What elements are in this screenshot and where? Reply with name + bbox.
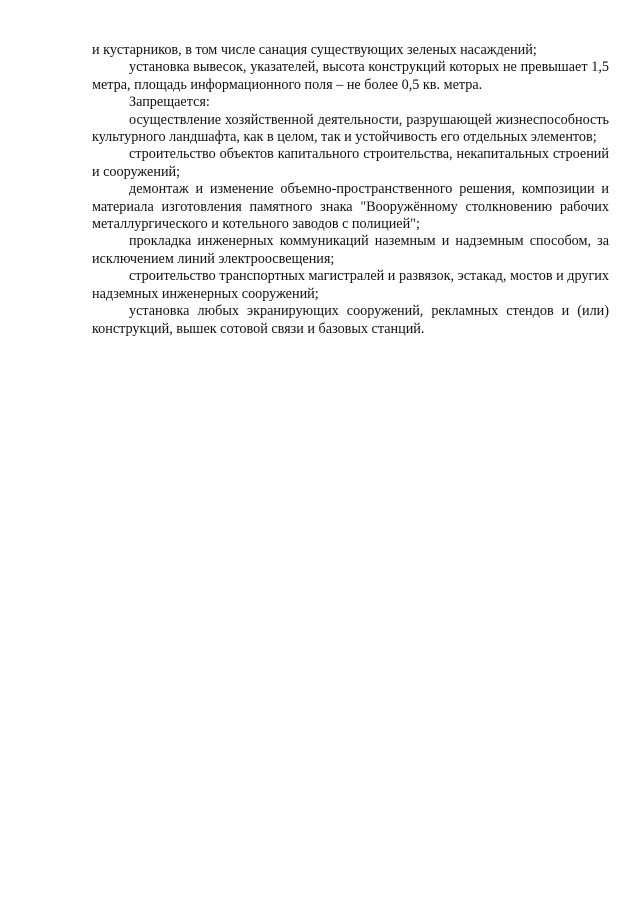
paragraph-economic-activity: осуществление хозяйственной деятельности, разрушающей жизнеспособность культурного ландшафта, как в целом, так и устойчивость его отдельных элементов;: [92, 111, 609, 146]
paragraph-signage: установка вывесок, указателей, высота конструкций которых не превышает 1,5 метра, площадь информационного поля – не более 0,5 кв. метра.: [92, 59, 609, 93]
paragraph-continuation: и кустарников, в том числе санация существующих зеленых насаждений;: [92, 42, 537, 58]
paragraph-screening-structures: установка любых экранирующих сооружений, рекламных стендов и (или) конструкций, вышек сотовой связи и базовых станций.: [92, 303, 609, 337]
paragraph-prohibited-heading: Запрещается:: [129, 94, 210, 111]
document-body: [92, 42, 609, 338]
paragraph-monument: демонтаж и изменение объемно-пространственного решения, композиции и материала изготовления памятного знака "Вооружённому столкновению рабочих металлургического и котельного заводов с полицией";: [92, 181, 609, 233]
paragraph-construction: строительство объектов капитального строительства, некапитальных строений и сооружений;: [92, 146, 609, 180]
paragraph-transport: строительство транспортных магистралей и развязок, эстакад, мостов и других надземных инженерных сооружений;: [92, 268, 609, 302]
paragraph-utilities: прокладка инженерных коммуникаций наземным и надземным способом, за исключением линий электроосвещения;: [92, 233, 609, 267]
